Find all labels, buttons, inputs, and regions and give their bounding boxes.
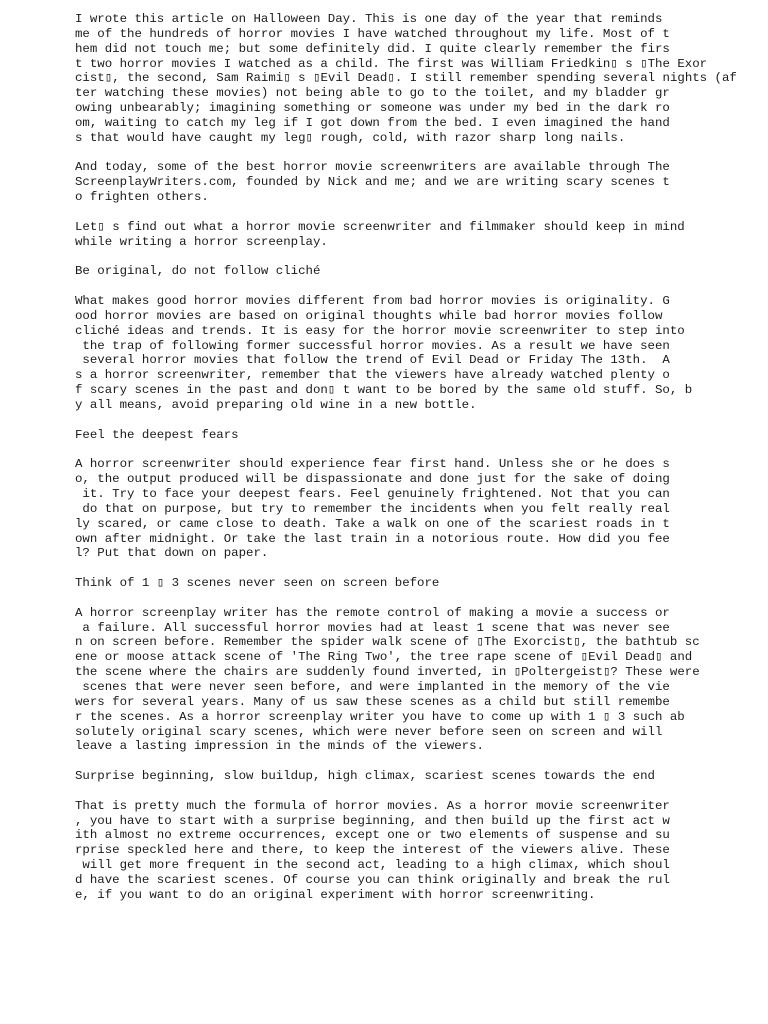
paragraph-formula: That is pretty much the formula of horror movies. As a horror movie screenwriter , you have to start with a surprise beginning, and then build up the first act w ith almost no extreme occurrences, except one or two elements of suspense and su rprise speckled here and there, to keep the interest of the viewers alive. These will get more frequent in the second act, leading to a high climax, which shoul d have the scariest scenes. Of course you can think originally and break the rul e, if you want to do an original experiment with horror screenwriting. <box>75 798 670 902</box>
paragraph-fear-first-hand: A horror screenwriter should experience fear first hand. Unless she or he does s o, the output produced will be dispassionate and done just for the sake of doing it. Try to face your deepest fears. Feel genuinely frightened. Not that you can do that on purpose, but try to remember the incidents when you felt really real ly scared, or came close to death. Take a walk on one of the scariest roads in t own after midnight. Or take the last train in a notorious route. How did you fee l? Put that down on paper. <box>75 457 670 561</box>
paragraph-remote-control: A horror screenplay writer has the remote control of making a movie a success or a failure. All successful horror movies had at least 1 scene that was never see n on screen before. Remember the spider walk scene of ▯The Exorcist▯, the bathtub sc ene or moose attack scene of 'The Ring Two', the tree rape scene of ▯Evil Dead▯ and the scene where the chairs are suddenly found inverted, in ▯Poltergeist▯? These were scenes that were never seen before, and were implanted in the memory of the vie wers for several years. Many of us saw these scenes as a child but still remembe r the scenes. As a horror screenplay writer you have to come up with 1 ▯ 3 such ab solutely original scary scenes, which were never before seen on screen and will leave a lasting impression in the minds of the viewers. <box>75 605 700 754</box>
paragraph-screenplaywriters: And today, some of the best horror movie screenwriters are available through The ScreenplayWriters.com, founded by Nick and me; and we are writing scary scenes t o frighten others. <box>75 160 670 205</box>
section-heading-be-original: Be original, do not follow cliché <box>75 264 321 279</box>
section-heading-formula: Surprise beginning, slow buildup, high climax, scariest scenes towards the end <box>75 769 655 784</box>
paragraph-lets-find-out: Let▯ s find out what a horror movie screenwriter and filmmaker should keep in mind while writing a horror screenplay. <box>75 219 685 249</box>
paragraph-intro: I wrote this article on Halloween Day. This is one day of the year that reminds me of the hundreds of horror movies I have watched throughout my life. Most of t hem did not touch me; but some definitely did. I quite clearly remember the firs t two horror movies I watched as a child. The first was William Friedkin▯ s ▯The Exor cist▯, the second, Sam Raimi▯ s ▯Evil Dead▯. I still remember spending several nights (af ter watching these movies) not being able to go to the toilet, and my bladder gr owing unbearably; imagining something or someone was under my bed in the dark ro om, waiting to catch my leg if I got down from the bed. I even imagined the hand s that would have caught my leg▯ rough, cold, with razor sharp long nails. <box>75 12 737 145</box>
section-heading-never-seen-scenes: Think of 1 ▯ 3 scenes never seen on screen before <box>75 576 440 591</box>
section-heading-deepest-fears: Feel the deepest fears <box>75 427 239 442</box>
paragraph-originality: What makes good horror movies different from bad horror movies is originality. G ood horror movies are based on original thoughts while bad horror movies follow cliché ideas and trends. It is easy for the horror movie screenwriter to step into the trap of following former successful horror movies. As a result we have seen several horror movies that follow the trend of Evil Dead or Friday The 13th. A s a horror screenwriter, remember that the viewers have already watched plenty o f scary scenes in the past and don▯ t want to be bored by the same old stuff. So, b y all means, avoid preparing old wine in a new bottle. <box>75 294 693 412</box>
document-page <box>75 12 755 917</box>
